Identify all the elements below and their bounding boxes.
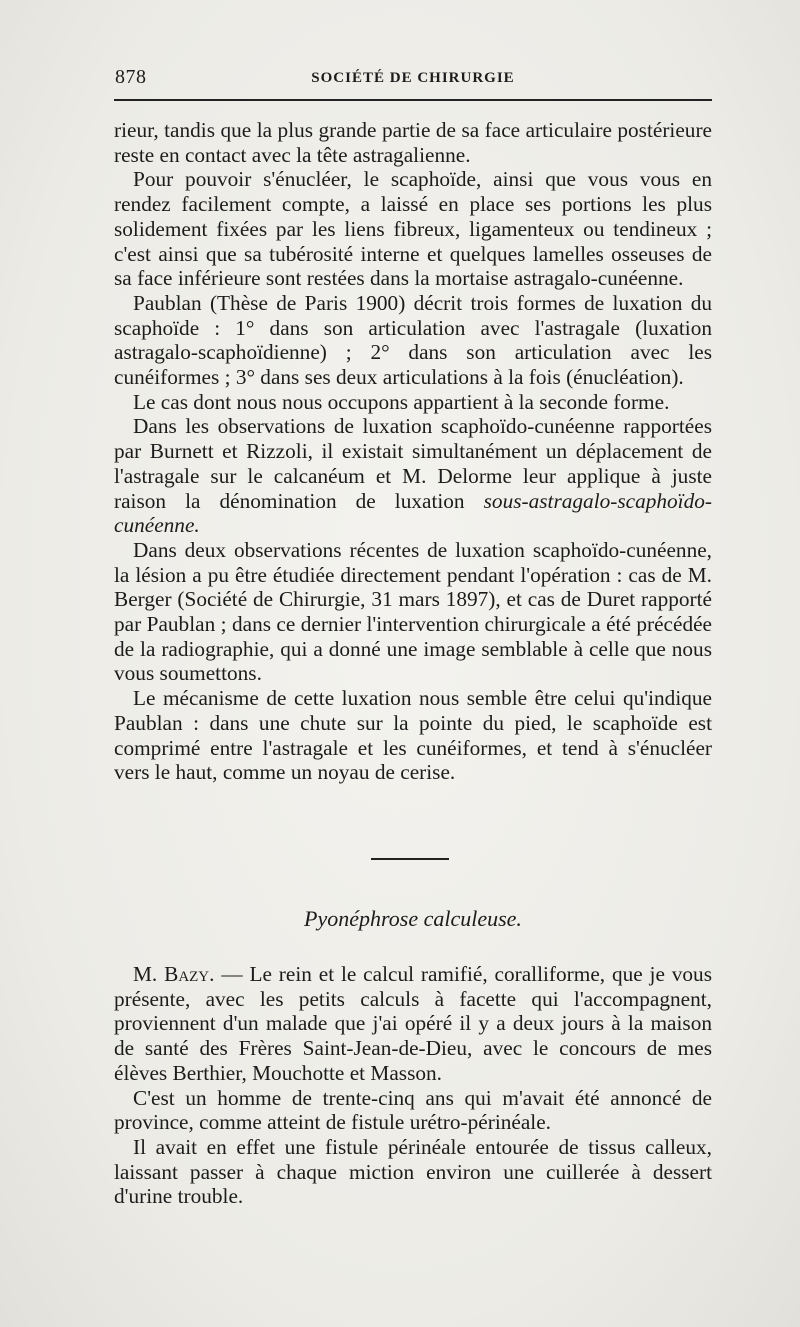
section-text [114,962,712,1209]
paragraph: Il avait en effet une fistule périnéale entourée de tissus calleux, laissant passer à chaque miction environ une cuillerée à dessert d'urine trouble. [114,1134,712,1209]
header-rule [114,99,712,101]
paragraph: Pour pouvoir s'énucléer, le scaphoïde, ainsi que vous vous en rendez facilement compte, a laissé en place ses portions les plus solidement fixées par les liens fibreux, ligamenteux ou tendineux ; c'est ainsi que sa tubérosité interne et quelques lamelles osseuses de sa face inférieure sont restées dans la mortaise astragalo-cunéenne. [114,167,712,291]
paragraph: Le mécanisme de cette luxation nous semble être celui qu'indique Paublan : dans une chute sur la pointe du pied, le scaphoïde est comprimé entre l'astragale et les cunéiformes, et tend à s'énucléer vers le haut, comme un noyau de cerise. [114,686,712,785]
paragraph: Paublan (Thèse de Paris 1900) décrit trois formes de luxation du scaphoïde : 1° dans son articulation avec l'astragale (luxation astragalo-scaphoïdienne) ; 2° dans son articulation avec les cunéiformes ; 3° dans ses deux articulations à la fois (énucléation). [114,290,712,390]
paragraph: Le cas dont nous nous occupons appartient à la seconde forme. [133,389,670,414]
paragraph: Dans deux observations récentes de luxation scaphoïdo-cunéenne, la lésion a pu être étudiée directement pendant l'opération : cas de M. Berger (Société de Chirurgie, 31 mars 1897), et cas de Duret rapporté par Paublan ; dans ce dernier l'intervention chirurgicale a été précédée de la radiographie, qui a donné une image semblable à celle que nous vous soumettons. [114,537,712,686]
main-text [114,118,712,785]
paragraph: rieur, tandis que la plus grande partie de sa face articulaire postérieure reste en contact avec la tête astragalienne. [114,118,712,167]
speaker-name: M. Bazy. [133,962,215,986]
page-header [115,62,711,90]
paragraph: C'est un homme de trente-cinq ans qui m'avait été annoncé de province, comme atteint de fistule urétro-périnéale. [114,1085,712,1135]
italic-term: sous-astragalo-scaphoïdo-cunéenne. [114,488,712,538]
running-title: SOCIÉTÉ DE CHIRURGIE [311,70,515,86]
section-separator [371,858,449,860]
section-title: Pyonéphrose calculeuse. [304,906,522,931]
paragraph-text: — Le rein et le calcul ramifié, coralliforme, que je vous présente, avec les petits calculs à facette qui l'accompagnent, proviennent d'un malade que j'ai opéré il y a deux jours à la maison de santé des Frères Saint-Jean-de-Dieu, avec le concours de mes élèves Berthier, Mouchotte et Masson. [114,962,712,1085]
page-number: 878 [115,66,147,88]
paragraph-text: Dans les observations de luxation scaphoïdo-cunéenne rapportées par Burnett et Rizzoli, il existait simultanément un déplacement de l'astragale sur le calcanéum et M. Delorme leur applique à juste raison la dénomination de luxation [114,414,712,513]
paragraph [114,962,712,1086]
paragraph [114,414,712,538]
